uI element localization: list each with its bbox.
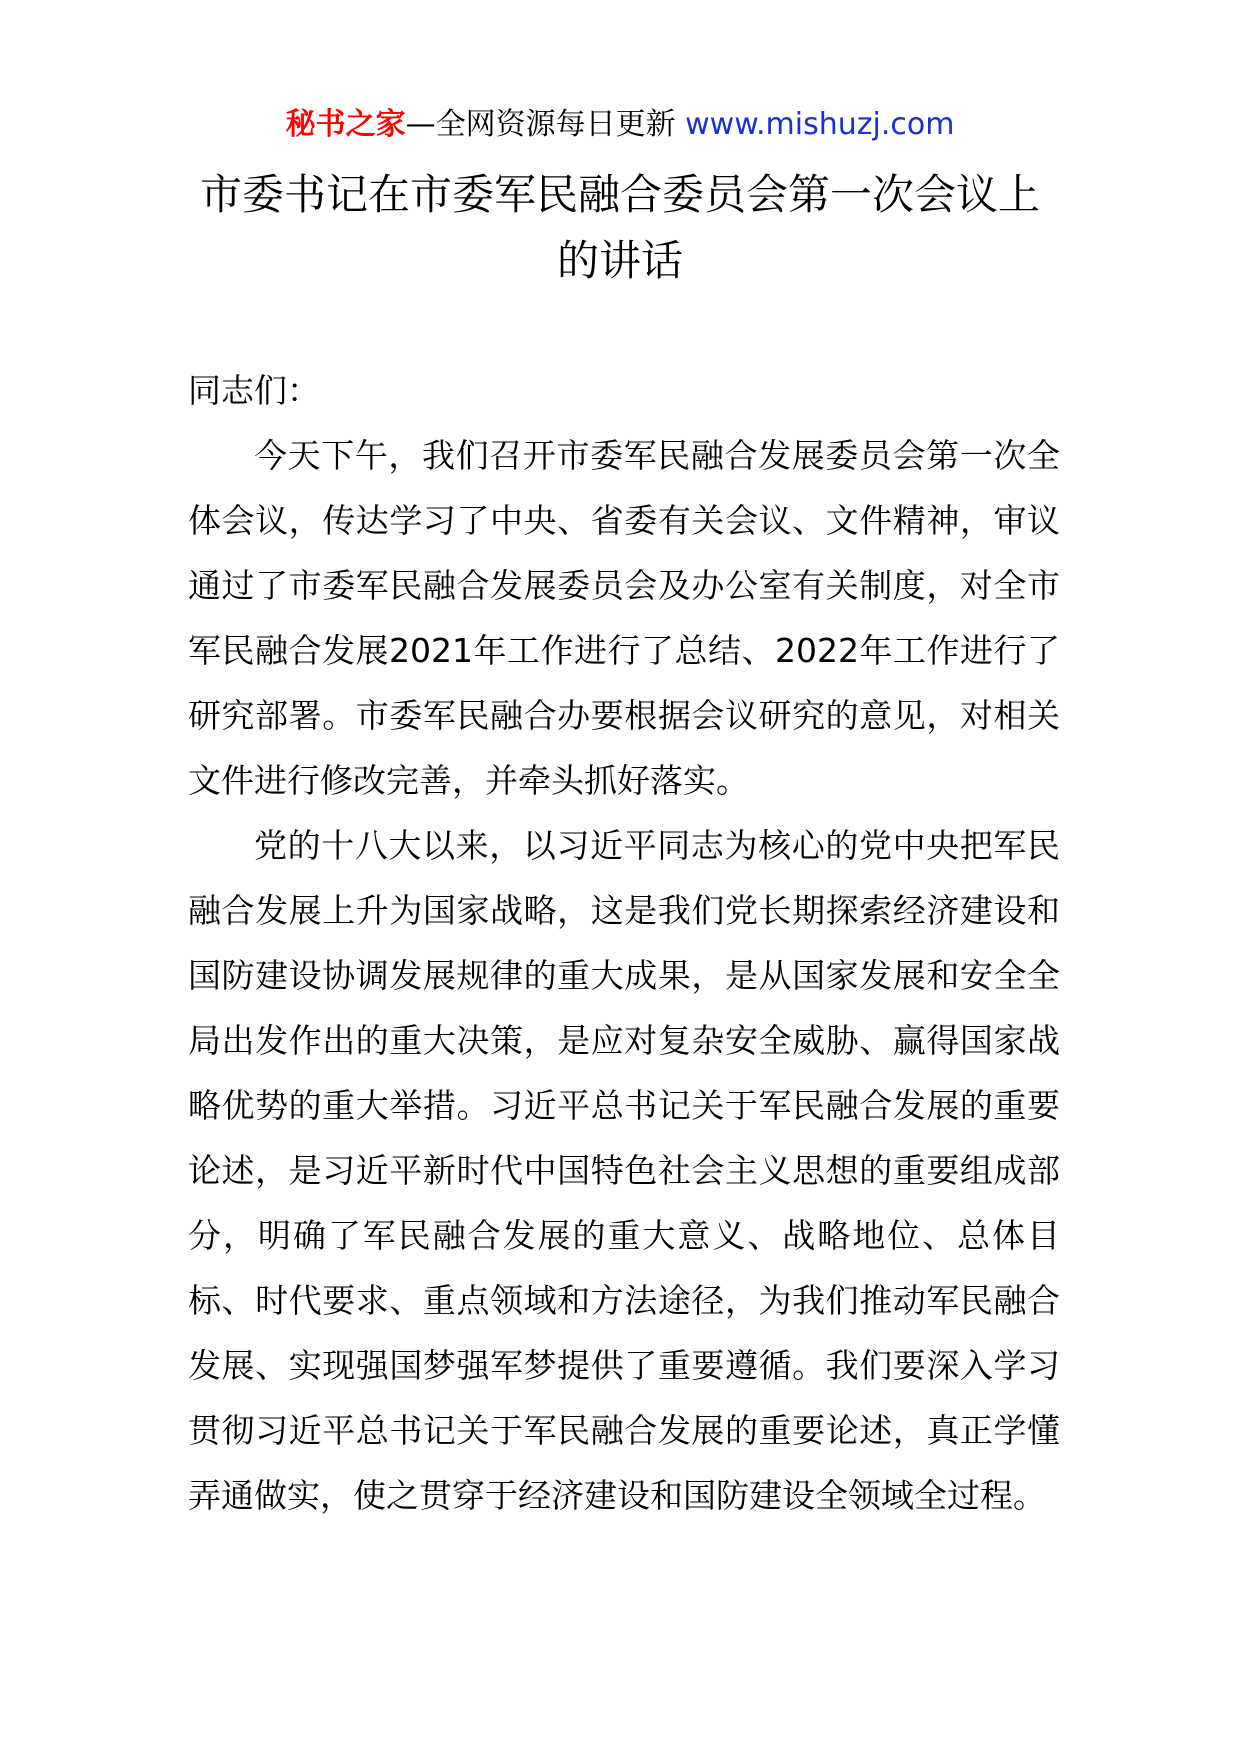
salutation: 同志们： (188, 371, 320, 410)
site-header (0, 100, 1240, 150)
paragraph-1: 今天下午，我们召开市委军民融合发展委员会第一次全体会议，传达学习了中央、省委有关会议、文件精神，审议通过了市委军民融合发展委员会及办公室有关制度，对全市军民融合发展2021年工作进行了总结、2022年工作进行了研究部署。市委军民融合办要根据会议研究的意见，对相关文件进行修改完善，并牵头抓好落实。 (188, 436, 1060, 800)
brand-name: 秘书之家 (285, 107, 406, 142)
paragraph-2: 党的十八大以来，以习近平同志为核心的党中央把军民融合发展上升为国家战略，这是我们党长期探索经济建设和国防建设协调发展规律的重大成果，是从国家发展和安全全局出发作出的重大决策，是应对复杂安全威胁、赢得国家战略优势的重大举措。习近平总书记关于军民融合发展的重要论述，是习近平新时代中国特色社会主义思想的重要组成部分，明确了军民融合发展的重大意义、战略地位、总体目标、时代要求、重点领域和方法途径，为我们推动军民融合发展、实现强国梦强军梦提供了重要遵循。我们要深入学习贯彻习近平总书记关于军民融合发展的重要论述，真正学懂弄通做实，使之贯穿于经济建设和国防建设全领域全过程。 (188, 826, 1060, 1515)
site-url-link[interactable]: www.mishuzj.com (685, 107, 955, 142)
header-tagline: —全网资源每日更新 (405, 107, 686, 142)
document-body (188, 358, 1060, 1528)
document-title: 市委书记在市委军民融合委员会第一次会议上的讲话 (199, 170, 1040, 285)
